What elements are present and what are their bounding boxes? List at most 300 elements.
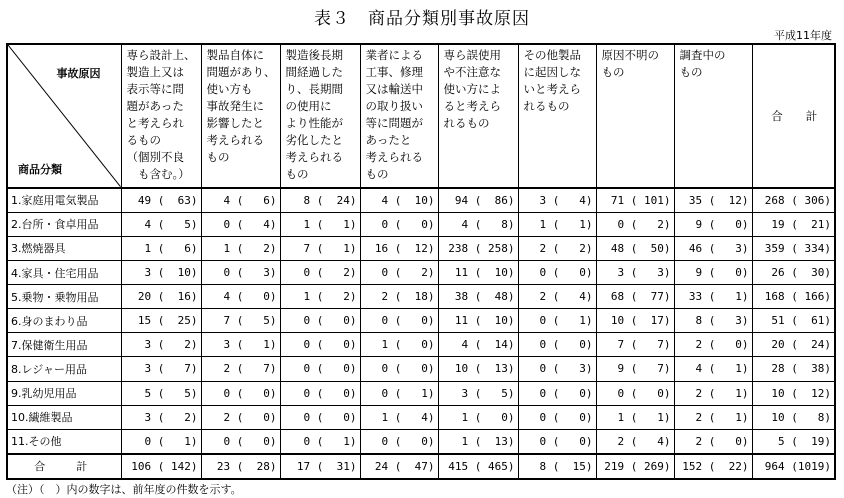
value-cell: 28 ( 38 ) — [752, 357, 835, 381]
table-row — [7, 333, 835, 357]
value-cell: 8 ( 3 ) — [674, 309, 752, 333]
value-cell: 0 ( 0 ) — [518, 405, 596, 429]
previous-year-count: 0 — [343, 410, 350, 424]
current-count: 0 — [539, 338, 547, 352]
previous-year-count: 30 — [811, 266, 825, 280]
current-count: 2 — [223, 410, 231, 424]
value-cell: 0 ( 2 ) — [596, 212, 674, 236]
previous-year-count: 7 — [263, 362, 270, 376]
previous-year-count: 12 — [811, 386, 825, 400]
previous-year-count: 8 — [817, 410, 825, 424]
current-count: 0 — [381, 266, 389, 280]
previous-year-count: 2 — [343, 290, 350, 304]
previous-year-count: 142 — [171, 459, 191, 473]
current-count: 35 — [688, 193, 703, 207]
value-cell: 219 ( 269 ) — [596, 454, 674, 479]
value-cell: 3 ( 10 ) — [121, 260, 201, 284]
current-count: 0 — [539, 434, 547, 448]
table-row — [7, 381, 835, 405]
current-count: 1 — [303, 217, 311, 231]
previous-year-count: 1 — [263, 338, 270, 352]
current-count: 8 — [695, 314, 703, 328]
value-cell: 4 ( 1 ) — [674, 357, 752, 381]
previous-year-count: 12 — [414, 241, 428, 255]
current-count: 10 — [771, 410, 785, 424]
current-count: 7 — [617, 338, 625, 352]
value-cell: 0 ( 0 ) — [201, 429, 280, 454]
value-cell: 0 ( 1 ) — [121, 429, 201, 454]
current-count: 3 — [144, 410, 152, 424]
current-count: 2 — [539, 290, 547, 304]
current-count: 3 — [461, 386, 469, 400]
value-cell: 268 ( 306 ) — [752, 188, 835, 213]
value-cell: 5 ( 19 ) — [752, 429, 835, 454]
value-cell: 48 ( 50 ) — [596, 236, 674, 260]
previous-year-count: 15 — [572, 459, 586, 473]
current-count: 11 — [454, 266, 469, 280]
value-cell: 19 ( 21 ) — [752, 212, 835, 236]
value-cell: 2 ( 4 ) — [518, 285, 596, 309]
previous-year-count: 2 — [421, 266, 428, 280]
value-cell: 0 ( 2 ) — [360, 260, 438, 284]
column-header: その他製品 に起因しな いと考えら れるもの — [518, 44, 596, 188]
column-header: 製造後長期 間経過した り、長期間 の使用に より性能が 劣化したと 考えられる もの — [280, 44, 360, 188]
previous-year-count: 4 — [579, 193, 586, 207]
previous-year-count: 0 — [657, 386, 664, 400]
previous-year-count: 1 — [579, 314, 586, 328]
value-cell: 16 ( 12 ) — [360, 236, 438, 260]
previous-year-count: 1 — [735, 290, 742, 304]
value-cell: 1 ( 0 ) — [438, 405, 518, 429]
previous-year-count: 14 — [494, 338, 508, 352]
previous-year-count: 21 — [811, 217, 825, 231]
column-header: 専ら設計上、 製造上又は 表示等に問 題があった と考えられ るもの （個別不良 も含む。） — [121, 44, 201, 188]
previous-year-count: 5 — [263, 314, 270, 328]
current-count: 7 — [223, 314, 231, 328]
current-count: 20 — [771, 338, 785, 352]
previous-year-count: 0 — [343, 386, 350, 400]
value-cell: 2 ( 1 ) — [674, 405, 752, 429]
table-row — [7, 260, 835, 284]
current-count: 0 — [539, 386, 547, 400]
current-count: 9 — [617, 362, 625, 376]
previous-year-count: 0 — [421, 362, 428, 376]
category-cell: 9.乳幼児用品 — [7, 381, 121, 405]
value-cell: 9 ( 7 ) — [596, 357, 674, 381]
current-count: 9 — [695, 266, 703, 280]
value-cell: 68 ( 77 ) — [596, 285, 674, 309]
value-cell: 0 ( 3 ) — [201, 260, 280, 284]
previous-year-count: 465 — [488, 459, 508, 473]
previous-year-count: 0 — [735, 338, 742, 352]
current-count: 3 — [144, 362, 152, 376]
value-cell: 71 ( 101 ) — [596, 188, 674, 213]
current-count: 7 — [303, 241, 311, 255]
value-cell: 0 ( 0 ) — [280, 309, 360, 333]
current-count: 0 — [539, 266, 547, 280]
current-count: 0 — [381, 386, 389, 400]
previous-year-count: 13 — [494, 434, 508, 448]
previous-year-count: 2 — [184, 338, 191, 352]
current-count: 20 — [137, 290, 152, 304]
previous-year-count: 101 — [644, 193, 664, 207]
previous-year-count: 10 — [494, 266, 508, 280]
value-cell: 7 ( 7 ) — [596, 333, 674, 357]
value-cell: 0 ( 0 ) — [201, 381, 280, 405]
previous-year-count: 0 — [421, 434, 428, 448]
current-count: 3 — [539, 193, 547, 207]
previous-year-count: 1 — [735, 410, 742, 424]
current-count: 0 — [303, 338, 311, 352]
previous-year-count: 0 — [579, 338, 586, 352]
previous-year-count: 1 — [343, 434, 350, 448]
current-count: 10 — [454, 362, 469, 376]
current-count: 0 — [303, 434, 311, 448]
category-cell: 2.台所・食卓用品 — [7, 212, 121, 236]
current-count: 106 — [131, 459, 152, 473]
value-cell: 94 ( 86 ) — [438, 188, 518, 213]
previous-year-count: 1 — [735, 386, 742, 400]
previous-year-count: 16 — [177, 290, 191, 304]
current-count: 238 — [448, 241, 469, 255]
corner-bottom-label: 商品分類 — [18, 162, 62, 176]
column-header: 専ら誤使用 や不注意な 使い方によ ると考えら れるもの — [438, 44, 518, 188]
category-cell: 4.家具・住宅用品 — [7, 260, 121, 284]
previous-year-count: 0 — [579, 266, 586, 280]
current-count: 4 — [223, 193, 231, 207]
total-row — [7, 454, 835, 479]
previous-year-count: 77 — [650, 290, 664, 304]
value-cell: 2 ( 1 ) — [674, 381, 752, 405]
value-cell: 33 ( 1 ) — [674, 285, 752, 309]
previous-year-count: 25 — [177, 314, 191, 328]
current-count: 3 — [144, 266, 152, 280]
current-count: 0 — [223, 266, 231, 280]
current-count: 2 — [223, 362, 231, 376]
value-cell: 1 ( 0 ) — [360, 333, 438, 357]
category-cell: 6.身のまわり品 — [7, 309, 121, 333]
previous-year-count: 1019 — [797, 459, 825, 473]
category-cell: 5.乗物・乗物用品 — [7, 285, 121, 309]
value-cell: 35 ( 12 ) — [674, 188, 752, 213]
previous-year-count: 50 — [650, 241, 664, 255]
value-cell: 1 ( 2 ) — [201, 236, 280, 260]
value-cell: 415 ( 465 ) — [438, 454, 518, 479]
previous-year-count: 1 — [579, 217, 586, 231]
value-cell: 8 ( 24 ) — [280, 188, 360, 213]
current-count: 33 — [688, 290, 703, 304]
current-count: 2 — [695, 338, 703, 352]
previous-year-count: 19 — [811, 434, 825, 448]
table-row — [7, 429, 835, 454]
value-cell: 238 ( 258 ) — [438, 236, 518, 260]
previous-year-count: 1 — [343, 217, 350, 231]
page-title: 表３ 商品分類別事故原因 — [314, 9, 530, 29]
previous-year-count: 334 — [804, 241, 825, 255]
previous-year-count: 10 — [494, 314, 508, 328]
current-count: 49 — [137, 193, 152, 207]
previous-year-count: 0 — [579, 386, 586, 400]
value-cell: 10 ( 13 ) — [438, 357, 518, 381]
current-count: 17 — [296, 459, 311, 473]
value-cell: 0 ( 0 ) — [518, 260, 596, 284]
current-count: 71 — [610, 193, 625, 207]
previous-year-count: 7 — [657, 362, 664, 376]
value-cell: 0 ( 3 ) — [518, 357, 596, 381]
current-count: 359 — [764, 241, 785, 255]
year-label: 平成11年度 — [774, 29, 832, 42]
category-cell: 1.家庭用電気製品 — [7, 188, 121, 213]
current-count: 11 — [454, 314, 469, 328]
value-cell: 106 ( 142 ) — [121, 454, 201, 479]
previous-year-count: 4 — [657, 434, 664, 448]
previous-year-count: 17 — [650, 314, 664, 328]
previous-year-count: 13 — [494, 362, 508, 376]
previous-year-count: 2 — [263, 241, 270, 255]
value-cell: 2 ( 2 ) — [518, 236, 596, 260]
value-cell: 0 ( 0 ) — [280, 357, 360, 381]
value-cell: 1 ( 2 ) — [280, 285, 360, 309]
previous-year-count: 0 — [735, 434, 742, 448]
corner-header-cell — [7, 44, 121, 188]
value-cell: 0 ( 0 ) — [360, 429, 438, 454]
current-count: 15 — [137, 314, 152, 328]
value-cell: 8 ( 15 ) — [518, 454, 596, 479]
current-count: 2 — [695, 410, 703, 424]
current-count: 219 — [604, 459, 625, 473]
current-count: 26 — [771, 266, 785, 280]
value-cell: 0 ( 0 ) — [518, 429, 596, 454]
current-count: 268 — [764, 193, 785, 207]
current-count: 23 — [216, 459, 231, 473]
previous-year-count: 2 — [579, 241, 586, 255]
value-cell: 26 ( 30 ) — [752, 260, 835, 284]
category-cell: 3.燃焼器具 — [7, 236, 121, 260]
column-header: 業者による 工事、修理 又は輸送中 の取り扱い 等に問題が あったと 考えられる もの — [360, 44, 438, 188]
value-cell: 0 ( 0 ) — [280, 381, 360, 405]
previous-year-count: 63 — [177, 193, 191, 207]
current-count: 0 — [144, 434, 152, 448]
current-count: 1 — [461, 410, 469, 424]
current-count: 0 — [539, 410, 547, 424]
column-header: 製品自体に 問題があり、 使い方も 事故発生に 影響したと 考えられる もの — [201, 44, 280, 188]
previous-year-count: 2 — [184, 410, 191, 424]
value-cell: 20 ( 24 ) — [752, 333, 835, 357]
previous-year-count: 3 — [735, 314, 742, 328]
current-count: 0 — [617, 217, 625, 231]
current-count: 5 — [144, 386, 152, 400]
previous-year-count: 1 — [421, 386, 428, 400]
table-row — [7, 357, 835, 381]
column-header: 原因不明の もの — [596, 44, 674, 188]
current-count: 168 — [764, 290, 785, 304]
value-cell: 0 ( 0 ) — [280, 333, 360, 357]
current-count: 0 — [303, 362, 311, 376]
category-cell: 合 計 — [7, 454, 121, 479]
previous-year-count: 24 — [336, 193, 350, 207]
value-cell: 4 ( 6 ) — [201, 188, 280, 213]
value-cell: 10 ( 12 ) — [752, 381, 835, 405]
value-cell: 1 ( 6 ) — [121, 236, 201, 260]
previous-year-count: 0 — [579, 434, 586, 448]
current-count: 152 — [682, 459, 703, 473]
previous-year-count: 4 — [579, 290, 586, 304]
current-count: 8 — [539, 459, 547, 473]
value-cell: 1 ( 4 ) — [360, 405, 438, 429]
previous-year-count: 0 — [263, 386, 270, 400]
previous-year-count: 306 — [804, 193, 825, 207]
value-cell: 3 ( 3 ) — [596, 260, 674, 284]
value-cell: 4 ( 14 ) — [438, 333, 518, 357]
category-cell: 8.レジャー用品 — [7, 357, 121, 381]
table-row — [7, 309, 835, 333]
value-cell: 10 ( 17 ) — [596, 309, 674, 333]
value-cell: 46 ( 3 ) — [674, 236, 752, 260]
category-cell: 7.保健衛生用品 — [7, 333, 121, 357]
value-cell: 4 ( 8 ) — [438, 212, 518, 236]
category-cell: 11.その他 — [7, 429, 121, 454]
current-count: 1 — [223, 241, 231, 255]
value-cell: 3 ( 7 ) — [121, 357, 201, 381]
value-cell: 2 ( 18 ) — [360, 285, 438, 309]
current-count: 0 — [617, 386, 625, 400]
value-cell: 168 ( 166 ) — [752, 285, 835, 309]
current-count: 24 — [374, 459, 389, 473]
previous-year-count: 4 — [263, 217, 270, 231]
previous-year-count: 12 — [728, 193, 742, 207]
value-cell: 20 ( 16 ) — [121, 285, 201, 309]
previous-year-count: 48 — [494, 290, 508, 304]
current-count: 19 — [771, 217, 785, 231]
value-cell: 15 ( 25 ) — [121, 309, 201, 333]
previous-year-count: 166 — [804, 290, 825, 304]
previous-year-count: 1 — [735, 362, 742, 376]
current-count: 48 — [610, 241, 625, 255]
value-cell: 0 ( 4 ) — [201, 212, 280, 236]
value-cell: 3 ( 4 ) — [518, 188, 596, 213]
previous-year-count: 0 — [421, 314, 428, 328]
value-cell: 1 ( 13 ) — [438, 429, 518, 454]
current-count: 51 — [771, 314, 785, 328]
previous-year-count: 0 — [343, 314, 350, 328]
previous-year-count: 7 — [184, 362, 191, 376]
table-row — [7, 188, 835, 213]
value-cell: 0 ( 0 ) — [518, 381, 596, 405]
previous-year-count: 0 — [579, 410, 586, 424]
corner-top-label: 事故原因 — [56, 67, 101, 80]
current-count: 0 — [223, 434, 231, 448]
previous-year-count: 1 — [657, 410, 664, 424]
value-cell: 359 ( 334 ) — [752, 236, 835, 260]
previous-year-count: 2 — [657, 217, 664, 231]
previous-year-count: 10 — [414, 193, 428, 207]
previous-year-count: 0 — [263, 410, 270, 424]
value-cell: 0 ( 0 ) — [518, 333, 596, 357]
value-cell: 0 ( 1 ) — [360, 381, 438, 405]
previous-year-count: 3 — [657, 266, 664, 280]
value-cell: 5 ( 5 ) — [121, 381, 201, 405]
value-cell: 1 ( 1 ) — [518, 212, 596, 236]
current-count: 28 — [771, 362, 785, 376]
value-cell: 0 ( 0 ) — [360, 309, 438, 333]
previous-year-count: 1 — [343, 241, 350, 255]
value-cell: 17 ( 31 ) — [280, 454, 360, 479]
previous-year-count: 3 — [263, 266, 270, 280]
previous-year-count: 6 — [263, 193, 270, 207]
current-count: 0 — [303, 266, 311, 280]
current-count: 4 — [461, 338, 469, 352]
current-count: 8 — [303, 193, 311, 207]
value-cell: 3 ( 5 ) — [438, 381, 518, 405]
current-count: 1 — [539, 217, 547, 231]
previous-year-count: 24 — [811, 338, 825, 352]
previous-year-count: 0 — [263, 290, 270, 304]
previous-year-count: 269 — [644, 459, 664, 473]
current-count: 38 — [454, 290, 469, 304]
previous-year-count: 7 — [657, 338, 664, 352]
previous-year-count: 5 — [184, 386, 191, 400]
value-cell: 9 ( 0 ) — [674, 260, 752, 284]
value-cell: 0 ( 0 ) — [280, 405, 360, 429]
previous-year-count: 3 — [735, 241, 742, 255]
current-count: 0 — [381, 434, 389, 448]
value-cell: 4 ( 0 ) — [201, 285, 280, 309]
current-count: 4 — [223, 290, 231, 304]
current-count: 46 — [688, 241, 703, 255]
value-cell: 11 ( 10 ) — [438, 309, 518, 333]
footnote: （注）（ ）内の数字は、前年度の件数を示す。 — [6, 483, 242, 496]
current-count: 1 — [144, 241, 152, 255]
current-count: 415 — [448, 459, 469, 473]
table-row — [7, 236, 835, 260]
table-row — [7, 405, 835, 429]
previous-year-count: 31 — [336, 459, 350, 473]
value-cell: 3 ( 2 ) — [121, 333, 201, 357]
value-cell: 0 ( 0 ) — [360, 357, 438, 381]
current-count: 1 — [381, 410, 389, 424]
value-cell: 3 ( 2 ) — [121, 405, 201, 429]
value-cell: 2 ( 0 ) — [201, 405, 280, 429]
value-cell: 4 ( 5 ) — [121, 212, 201, 236]
current-count: 3 — [144, 338, 152, 352]
current-count: 0 — [223, 386, 231, 400]
previous-year-count: 28 — [256, 459, 270, 473]
value-cell: 0 ( 1 ) — [280, 429, 360, 454]
previous-year-count: 22 — [728, 459, 742, 473]
current-count: 0 — [303, 410, 311, 424]
value-cell: 0 ( 0 ) — [360, 212, 438, 236]
value-cell: 10 ( 8 ) — [752, 405, 835, 429]
previous-year-count: 0 — [501, 410, 508, 424]
current-count: 0 — [539, 362, 547, 376]
previous-year-count: 47 — [414, 459, 428, 473]
value-cell: 24 ( 47 ) — [360, 454, 438, 479]
current-count: 2 — [695, 386, 703, 400]
current-count: 1 — [461, 434, 469, 448]
previous-year-count: 0 — [263, 434, 270, 448]
previous-year-count: 86 — [494, 193, 508, 207]
column-header-total: 合 計 — [752, 44, 835, 188]
category-cell: 10.繊維製品 — [7, 405, 121, 429]
current-count: 1 — [381, 338, 389, 352]
previous-year-count: 0 — [343, 362, 350, 376]
previous-year-count: 6 — [184, 241, 191, 255]
current-count: 0 — [303, 314, 311, 328]
value-cell: 7 ( 5 ) — [201, 309, 280, 333]
value-cell: 2 ( 0 ) — [674, 333, 752, 357]
previous-year-count: 3 — [579, 362, 586, 376]
previous-year-count: 0 — [735, 266, 742, 280]
